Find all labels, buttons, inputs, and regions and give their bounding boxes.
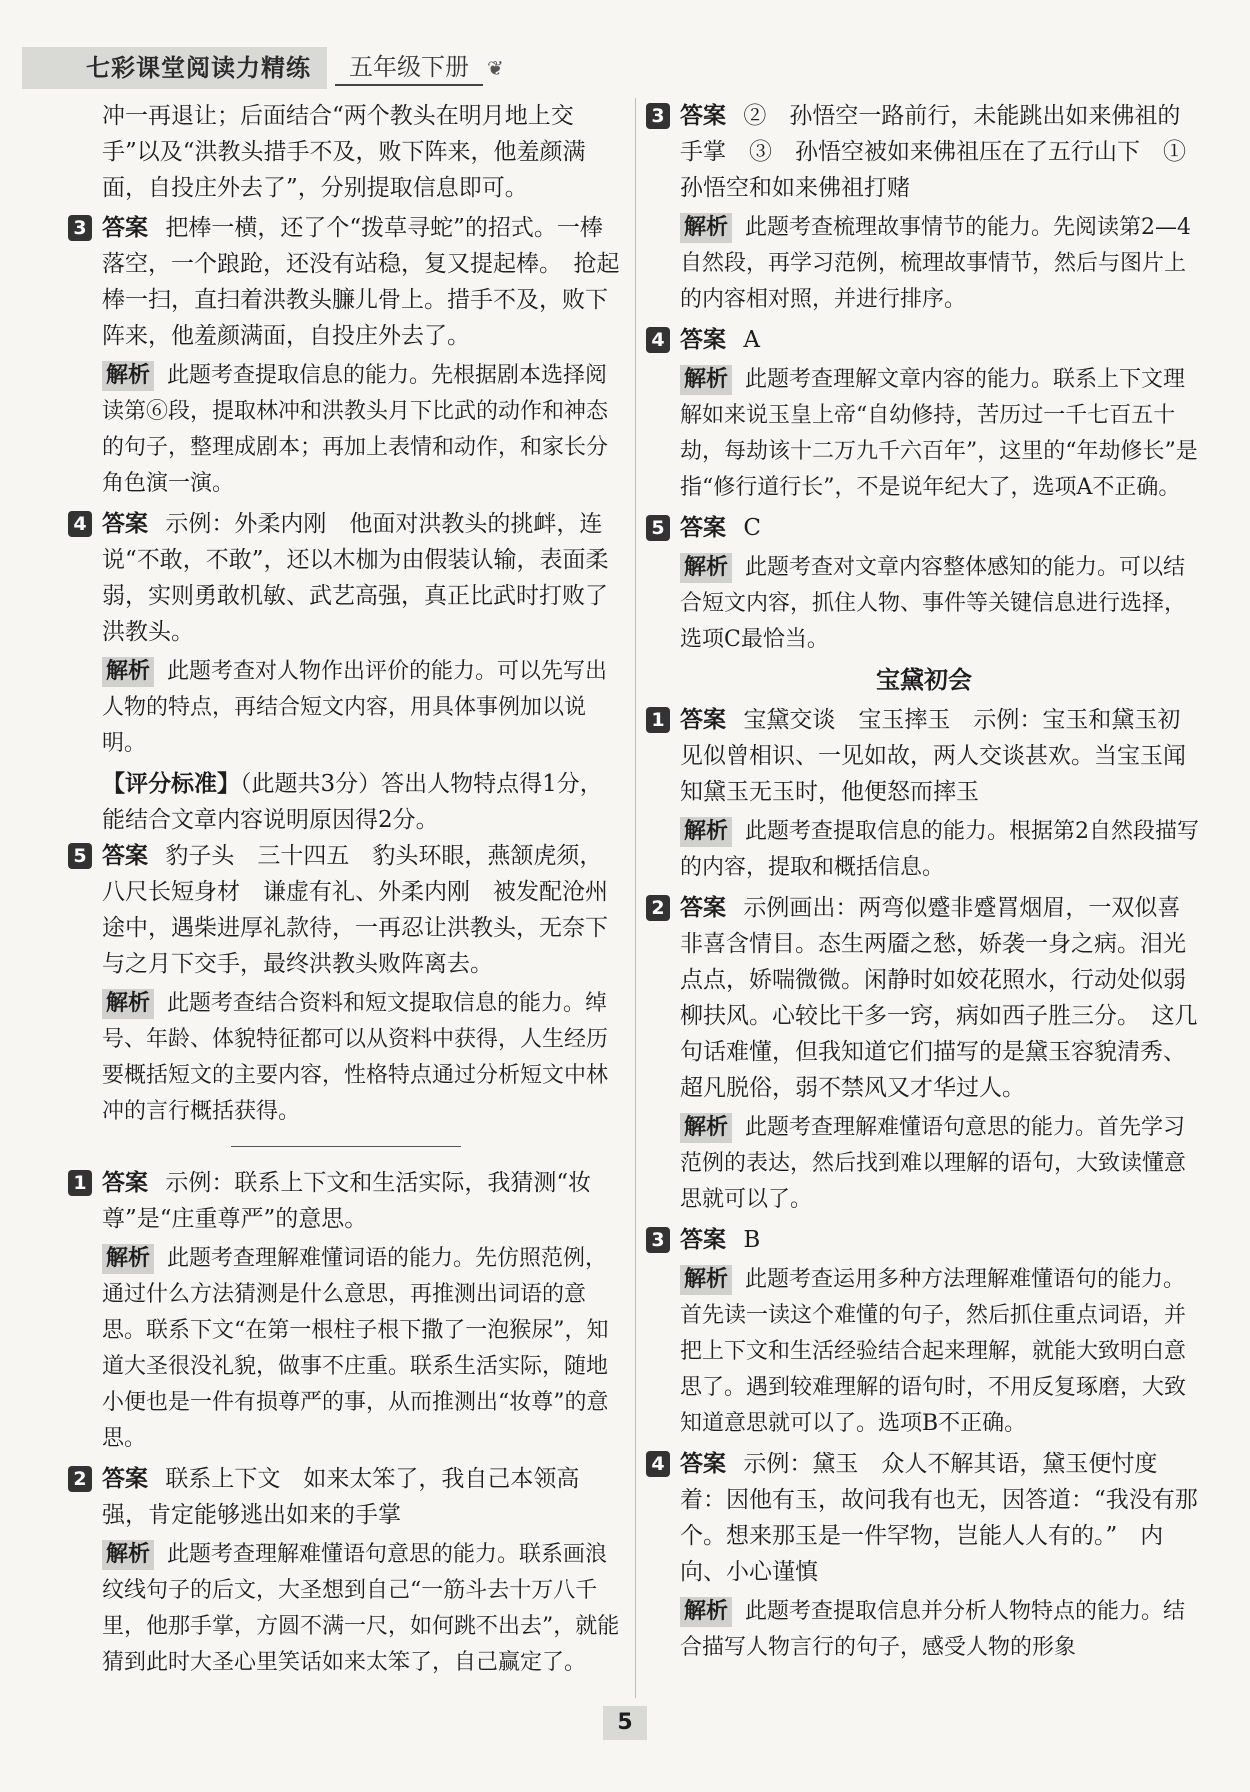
answer-text: B (743, 1227, 761, 1253)
baodai-question-3-answer (646, 1222, 1202, 1258)
question-3-analysis (68, 358, 624, 502)
answer-label: 答案 (680, 707, 726, 733)
question-number: 3 (646, 1227, 670, 1253)
question-number: 2 (68, 1466, 92, 1492)
baodai-question-1-analysis (646, 814, 1202, 886)
analysis-label: 解析 (680, 1597, 732, 1627)
analysis-text: 此题考查理解难懂词语的能力。先仿照范例，通过什么方法猜测是什么意思，再推测出词语的意思。联系下文“在第一根柱子根下撒了一泡猴尿”，知道大圣很没礼貌，做事不庄重。联系生活实际，随地小便也是一件有损尊严的事，从而推测出“妆尊”的意思。 (102, 1246, 609, 1451)
answer-text: 示例：黛玉 众人不解其语，黛玉便忖度着：因他有玉，故问我有也无，因答道：“我没有那个。想来那玉是一件罕物，岂能人人有的。” 内向、小心谨慎 (680, 1451, 1198, 1585)
r-question-3-analysis (646, 210, 1202, 318)
analysis-label: 解析 (102, 1244, 154, 1274)
question-3-answer (68, 210, 624, 354)
question-number: 4 (68, 511, 92, 537)
question-number: 1 (646, 707, 670, 733)
analysis-text: 此题考查提取信息并分析人物特点的能力。结合描写人物言行的句子，感受人物的形象 (680, 1599, 1186, 1660)
answer-label: 答案 (102, 843, 148, 869)
answer-text: 联系上下文 如来太笨了，我自己本领高强，肯定能够逃出如来的手掌 (102, 1466, 580, 1528)
analysis-text: 此题考查结合资料和短文提取信息的能力。绰号、年龄、体貌特征都可以从资料中获得，人生经历要概括短文的主要内容，性格特点通过分析短文中林冲的言行概括获得。 (102, 991, 609, 1124)
question-5-answer (68, 838, 624, 982)
baodai-question-3-analysis (646, 1262, 1202, 1442)
answer-text: C (743, 515, 761, 541)
baodai-question-2-analysis (646, 1110, 1202, 1218)
question-4-answer (68, 506, 624, 650)
question-5-analysis (68, 986, 624, 1130)
answer-label: 答案 (680, 895, 726, 921)
section-title: 宝黛初会 (876, 666, 972, 694)
question-number: 5 (68, 843, 92, 869)
analysis-text: 此题考查梳理故事情节的能力。先阅读第2—4自然段，再学习范例，梳理故事情节，然后与图片上的内容相对照，并进行排序。 (680, 215, 1192, 312)
analysis-text: 此题考查对文章内容整体感知的能力。可以结合短文内容，抓住人物、事件等关键信息进行选择，选项C最恰当。 (680, 555, 1187, 652)
continued-text: 冲一再退让；后面结合“两个教头在明月地上交手”以及“洪教头措手不及，败下阵来，他羞颜满面，自投庄外去了”，分别提取信息即可。 (102, 103, 586, 201)
analysis-label: 解析 (102, 657, 154, 687)
answer-label: 答案 (680, 515, 726, 541)
book-title: 七彩课堂阅读力精练 (22, 47, 327, 89)
baodai-question-4-answer (646, 1446, 1202, 1590)
continued-analysis (68, 98, 624, 206)
answer-label: 答案 (102, 511, 148, 537)
answer-text: 豹子头 三十四五 豹头环眼，燕颔虎须，八尺长短身材 谦虚有礼、外柔内刚 被发配沧州途中，遇柴进厚礼款待，一再忍让洪教头，无奈下与之月下交手，最终洪教头败阵离去。 (102, 843, 608, 977)
analysis-text: 此题考查运用多种方法理解难懂语句的能力。首先读一读这个难懂的句子，然后抓住重点词语，并把上下文和生活经验结合起来理解，就能大致明白意思了。遇到较难理解的语句时，不用反复琢磨，大致知道意思就可以了。选项B不正确。 (680, 1267, 1187, 1436)
section2-question-1-analysis (68, 1241, 624, 1457)
answer-text: 宝黛交谈 宝玉摔玉 示例：宝玉和黛玉初见似曾相识、一见如故，两人交谈甚欢。当宝玉闻知黛玉无玉时，他便怒而摔玉 (680, 707, 1186, 805)
baodai-question-2-answer (646, 890, 1202, 1106)
analysis-label: 解析 (680, 1265, 732, 1295)
r-question-3-answer (646, 98, 1209, 206)
answer-text: A (743, 327, 760, 353)
left-column (68, 98, 624, 1685)
answer-label: 答案 (680, 103, 726, 129)
analysis-text: 此题考查提取信息的能力。根据第2自然段描写的内容，提取和概括信息。 (680, 819, 1200, 880)
answer-label: 答案 (680, 1227, 726, 1253)
question-number: 4 (646, 1451, 670, 1477)
answer-label: 答案 (680, 1451, 726, 1477)
question-number: 5 (646, 515, 670, 541)
analysis-text: 此题考查提取信息的能力。先根据剧本选择阅读第⑥段，提取林冲和洪教头月下比武的动作和神态的句子，整理成剧本；再加上表情和动作，和家长分角色演一演。 (102, 363, 609, 496)
page-number: 5 (603, 1706, 647, 1740)
r-question-4-answer (646, 322, 1202, 358)
baodai-question-4-analysis (646, 1594, 1202, 1666)
column-divider (635, 98, 636, 1698)
analysis-text: 此题考查理解文章内容的能力。联系上下文理解如来说玉皇上帝“自幼修持，苦历过一千七百五十劫，每劫该十二万九千六百年”，这里的“年劫修长”是指“修行道行长”，不是说年纪大了，选项A不正确。 (680, 367, 1198, 500)
analysis-label: 解析 (680, 553, 732, 583)
score-label: 【评分标准】 (102, 771, 240, 797)
question-number: 2 (646, 895, 670, 921)
question-4-analysis (68, 654, 624, 762)
answer-label: 答案 (102, 1466, 148, 1492)
analysis-label: 解析 (102, 989, 154, 1019)
section-separator (231, 1146, 461, 1147)
question-number: 4 (646, 327, 670, 353)
scoring-criteria (68, 766, 624, 838)
score-text: （此题共3分）答出人物特点得1分，能结合文章内容说明原因得2分。 (102, 771, 603, 833)
question-number: 1 (68, 1170, 92, 1196)
analysis-text: 此题考查理解难懂语句意思的能力。联系画浪纹线句子的后文，大圣想到自己“一筋斗去十万八千里，他那手掌，方圆不满一尺，如何跳不出去”，就能猜到此时大圣心里笑话如来太笨了，自己赢定了。 (102, 1542, 620, 1675)
answer-label: 答案 (102, 1170, 148, 1196)
analysis-label: 解析 (680, 365, 732, 395)
grade-label: 五年级下册 (335, 50, 483, 86)
answer-text: 示例画出：两弯似蹙非蹙罥烟眉，一双似喜非喜含情目。态生两靥之愁，娇袭一身之病。泪光点点，娇喘微微。闲静时如姣花照水，行动处似弱柳扶风。心较比干多一窍，病如西子胜三分。 这几句话难懂，但我知道它们描写的是黛玉容貌清秀、超凡脱俗，弱不禁风又才华过人。 (680, 895, 1198, 1101)
section2-question-2-analysis (68, 1537, 624, 1681)
analysis-label: 解析 (680, 213, 732, 243)
question-number: 3 (646, 103, 670, 129)
analysis-label: 解析 (680, 817, 732, 847)
leaf-icon: ❦ (487, 56, 504, 80)
answer-text: 示例：联系上下文和生活实际，我猜测“妆尊”是“庄重尊严”的意思。 (102, 1170, 592, 1232)
analysis-label: 解析 (102, 1540, 154, 1570)
answer-text: 把棒一横，还了个“拨草寻蛇”的招式。一棒落空，一个踉跄，还没有站稳，复又提起棒。 抢起棒一扫，直扫着洪教头臁儿骨上。措手不及，败下阵来，他羞颜满面，自投庄外去了。 (102, 215, 620, 349)
right-column (646, 98, 1209, 1670)
analysis-text: 此题考查理解难懂语句意思的能力。首先学习范例的表达，然后找到难以理解的语句，大致读懂意思就可以了。 (680, 1115, 1187, 1212)
answer-label: 答案 (680, 327, 726, 353)
r-question-4-analysis (646, 362, 1202, 506)
r-question-5-answer (646, 510, 1202, 546)
page-header (22, 48, 504, 88)
answer-text: 示例：外柔内刚 他面对洪教头的挑衅，连说“不敢，不敢”，还以木枷为由假装认输，表面柔弱，实则勇敢机敏、武艺高强，真正比武时打败了洪教头。 (102, 511, 609, 645)
answer-label: 答案 (102, 215, 148, 241)
baodai-question-1-answer (646, 702, 1202, 810)
analysis-label: 解析 (680, 1113, 732, 1143)
r-question-5-analysis (646, 550, 1202, 658)
section2-question-1-answer (68, 1165, 624, 1237)
section2-question-2-answer (68, 1461, 624, 1533)
answer-text: ② 孙悟空一路前行，未能跳出如来佛祖的手掌 ③ 孙悟空被如来佛祖压在了五行山下 ① 孙悟空和如来佛祖打赌 (680, 103, 1209, 201)
question-number: 3 (68, 215, 92, 241)
analysis-label: 解析 (102, 361, 154, 391)
analysis-text: 此题考查对人物作出评价的能力。可以先写出人物的特点，再结合短文内容，用具体事例加以说明。 (102, 659, 608, 756)
